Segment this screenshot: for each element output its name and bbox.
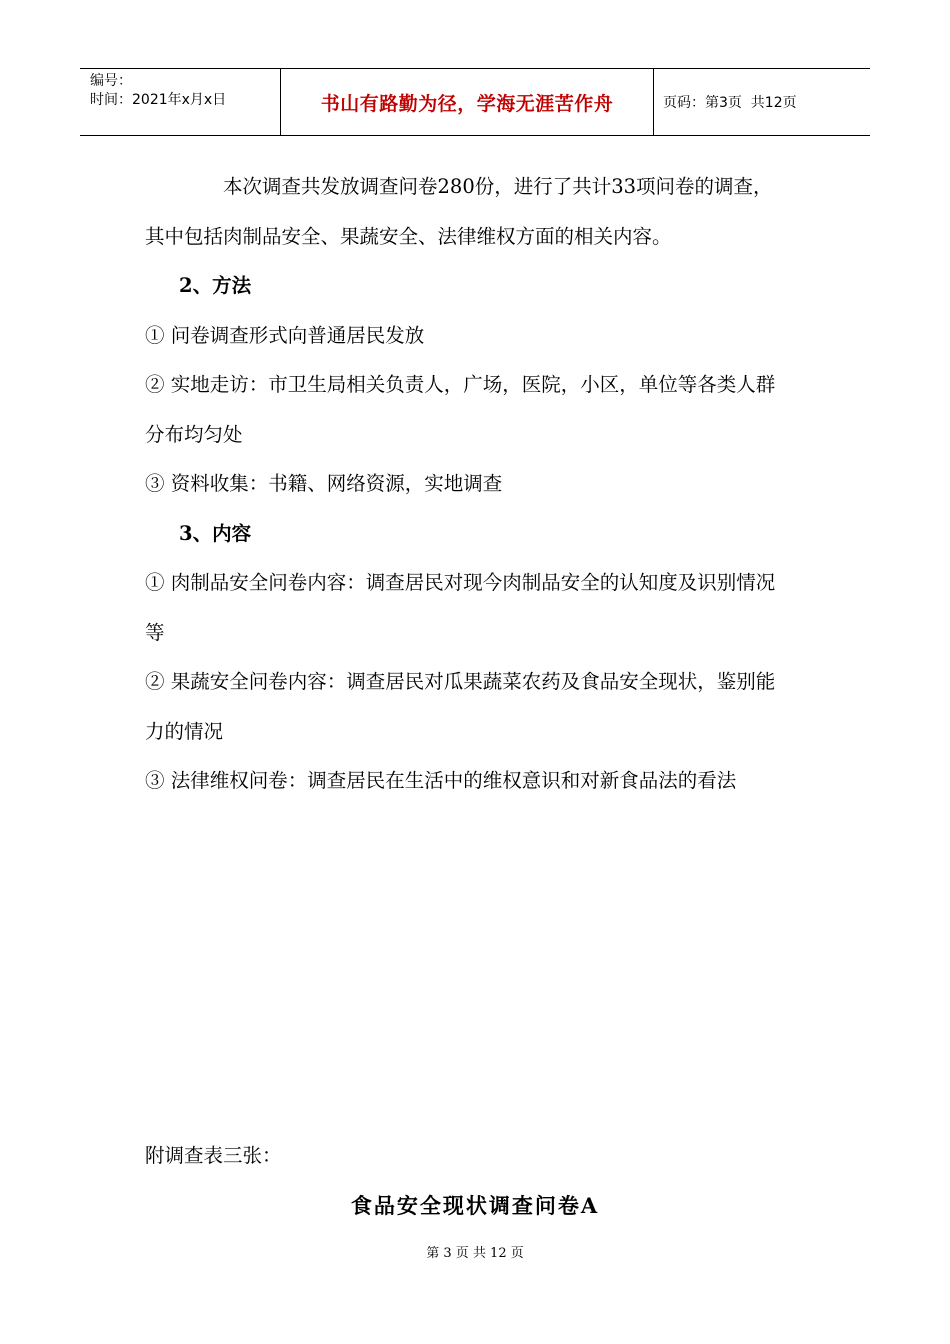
list-item: ① 肉制品安全问卷内容：调查居民对现今肉制品安全的认知度及识别情况: [145, 571, 776, 594]
section-heading-content: 3、内容: [179, 521, 252, 545]
list-item: ③ 法律维权问卷：调查居民在生活中的维权意识和对新食品法的看法: [145, 769, 737, 792]
page-header: [80, 68, 870, 136]
date-label: 时间：2021年x月x日: [90, 92, 227, 108]
list-item-continuation: 等: [145, 620, 165, 644]
list-item: ② 果蔬安全问卷内容：调查居民对瓜果蔬菜农药及食品安全现状，鉴别能: [145, 670, 776, 693]
list-item: ③ 资料收集：书籍、网络资源，实地调查: [145, 472, 503, 495]
appendix-label: 附调查表三张：: [145, 1144, 282, 1167]
paragraph: 本次调查共发放调查问卷280份，进行了共计33项问卷的调查，: [223, 175, 773, 198]
questionnaire-title: 食品安全现状调查问卷A: [350, 1193, 600, 1218]
list-item-continuation: 力的情况: [145, 719, 224, 743]
header-page-info: 页码：第3页 共12页: [663, 95, 797, 111]
list-item: ① 问卷调查形式向普通居民发放: [145, 323, 425, 347]
header-meta: [80, 69, 281, 135]
page-footer: 第 3 页 共 12 页: [426, 1246, 524, 1261]
list-item-continuation: 分布均匀处: [145, 422, 243, 446]
paragraph: 其中包括肉制品安全、果蔬安全、法律维权方面的相关内容。: [145, 224, 672, 248]
header-motto: 书山有路勤为径，学海无涯苦作舟: [320, 92, 614, 115]
header-motto-cell: [281, 69, 654, 135]
serial-number-label: 编号：: [90, 73, 132, 89]
section-heading-method: 2、方法: [179, 274, 252, 297]
list-item: ② 实地走访：市卫生局相关负责人，广场，医院，小区，单位等各类人群: [145, 373, 776, 396]
document-body: [145, 162, 810, 806]
